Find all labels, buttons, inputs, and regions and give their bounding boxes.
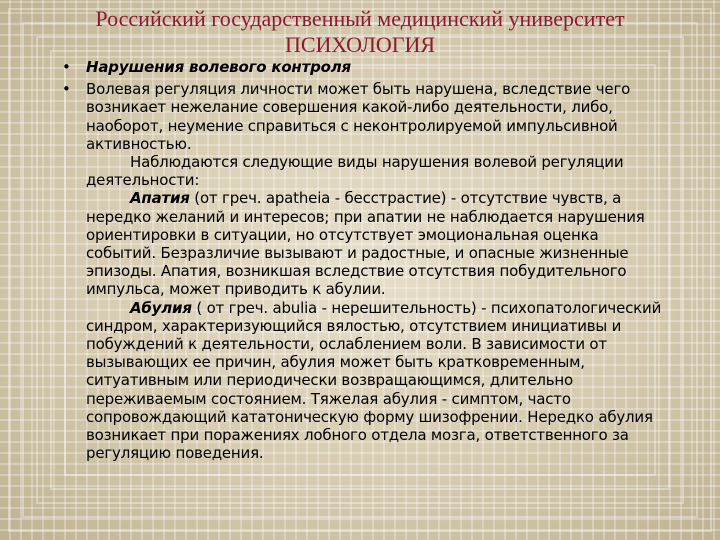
- title-subject: ПСИХОЛОГИЯ: [284, 32, 436, 57]
- title-university: Российский государственный медицинский университет: [95, 6, 625, 31]
- apathy-definition: (от греч. apatheia - бесстрастие) - отсутствие чувств, а нередко желаний и интересов; при апатии не наблюдается нарушения ориентировки в ситуации, но отсутствует эмоциональная оценка событий. Безразличие вызывают и радостные, и опасные жизненные эпизоды. Апатия, возникшая вследствие отсутствия побудительного импульса, может приводить к абулии.: [86, 189, 645, 299]
- bullet-item-heading: [62, 58, 672, 76]
- slide-title: [0, 6, 720, 58]
- bullet-item-body: [62, 80, 672, 462]
- bullet-heading-text: Нарушения волевого контроля: [86, 58, 351, 76]
- abulia-definition: ( от греч. abulia - нерешительность) - психопатологический синдром, характеризующийся вялостью, отсутствием инициативы и побуждений к деятельности, ослаблением воли. В зависимости от вызывающих ее причин, абулия может быть кратковременным, ситуативным или периодически возвращающимся, длительно переживаемым состоянием. Тяжелая абулия - симптом, часто сопровождающий кататоническую форму шизофрении. Нередко абулия возникает при поражениях лобного отдела мозга, ответственного за регуляцию поведения.: [86, 298, 662, 463]
- abulia-paragraph: [86, 299, 672, 463]
- observed-paragraph: Наблюдаются следующие виды нарушения волевой регуляции деятельности:: [86, 153, 624, 190]
- slide-content: [62, 58, 672, 462]
- bullet-marker: •: [62, 80, 71, 99]
- abulia-term: Абулия: [130, 298, 192, 317]
- apathy-term: Апатия: [130, 189, 190, 208]
- intro-paragraph: Волевая регуляция личности может быть нарушена, вследствие чего возникает нежелание совершения какой-либо деятельности, либо, наоборот, неумение справиться с неконтролируемой импульсивной активностью.: [86, 80, 631, 153]
- bullet-marker: •: [62, 58, 71, 76]
- apathy-paragraph: [86, 189, 672, 298]
